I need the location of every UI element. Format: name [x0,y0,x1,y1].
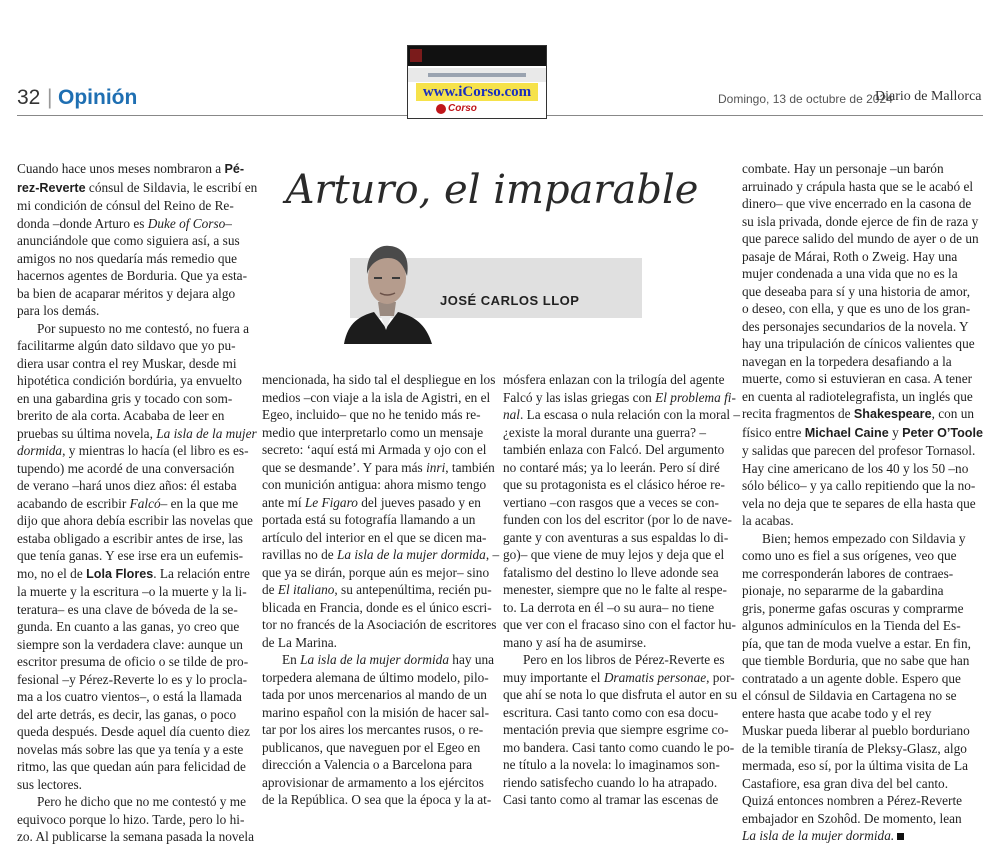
text-line: aprovisionar de armamento a los ejércitos [262,774,484,790]
text-line: siempre son la verdadera clave: aunque un [17,636,243,652]
text-line: hay una tripulación de cínicos valientes que [742,336,975,351]
text-line: mencionada, ha sido tal el despliegue en los [262,372,496,387]
italic-title: Dramatis personae [603,669,707,685]
author-name: JOSÉ CARLOS LLOP [440,293,580,308]
italic-title: El italiano [277,582,335,597]
text-line: que tenía ganas. Y ese irse era un eufemis- [17,548,244,563]
section-label: Opinión [58,86,138,109]
text-line: también enlaza con Falcó. Del argumento [503,442,725,457]
article-title: Arturo, el imparable [285,167,699,213]
text-line: dijo que ahora debía escribir las novelas que [17,513,253,528]
text-line: vertiano –con rasgos que a veces se con- [503,494,719,510]
text-line: recita fragmentos de Shakespeare, con un [742,406,975,421]
text-line: contratado a un agente doble. Espero que [742,670,961,686]
text-line: medios –con viaje a la isla de Agistri, en el [262,389,491,405]
text-line: portada está su fotografía llamando a un [262,512,476,527]
text-line: Falcó y las islas griegas con El problema fi- [503,389,736,405]
text-line: Casi tanto como al tramar las escenas de [503,792,719,807]
text-line: riendo satisfecho cuando lo ha atrapado. [503,774,718,790]
text-line: y salidas que parecen del profesor Tornasol. [742,443,976,458]
italic-title: inri [426,459,446,475]
text-line: no contaré más; ya lo leerán. Pero sí diré [503,459,720,475]
text-line: de El italiano, su antepenúltima, recién pu- [262,582,492,597]
text-line: escritor presuma de oficio o se tilde de pro- [17,654,249,669]
text-line: queda después. Desde aquel día cuento diez [17,724,250,739]
text-line: físico entre Michael Caine y Peter O’Toole [742,424,984,440]
text-line: funden con los del escritor (por lo de nave- [503,512,732,527]
italic-title: Falcó [129,495,161,511]
text-line: que deseaba para sí y una historia de amor, [742,283,971,299]
text-line: mósfera enlazan con la trilogía del agente [503,372,725,387]
text-line: pasaje de Márai, Roth o Zweig. Hay una [742,248,958,264]
text-line [742,827,983,845]
text-line: tupendo) me acordé de una conversación [17,460,235,476]
text-line: Cuando hace unos meses nombraron a Pé- [17,161,245,176]
text-line: tar por los aires los mercantes rusos, o re- [262,722,484,737]
italic-title: La isla de la mujer [156,425,257,441]
text-line: Hay cine americano de los 40 y los 50 –no [742,460,969,476]
name-highlight: Shakespeare [853,407,932,421]
italic-title: Le Figaro [304,494,358,510]
issue-date: Domingo, 13 de octubre de 2024 [718,92,893,106]
text-line: que se desmande’. Y para más inri, también [262,459,495,475]
text-line: estaba obligado a escribir antes de irse, las [17,530,243,546]
name-highlight: rez-Reverte [17,180,86,195]
article-column-4 [742,160,983,845]
text-line: brerito de ala corta. Acababa de leer en [17,408,225,423]
text-line: el cónsul de Sildavia en Cartagena no se [742,688,957,703]
text-line: menester, siempre que no le falte al respe- [503,582,727,597]
italic-title: El problema fi- [655,389,736,405]
text-line: Castafiore, esa gran diva del bel canto. [742,775,949,791]
text-line: ma a los cuatro vientos–, o está la llamada [17,689,242,704]
text-line: En La isla de la mujer dormida hay una [282,652,495,667]
text-line: mano y así ha de asumirse. [503,634,647,650]
text-line: acabando de escribir Falcó– en la que me [17,495,239,511]
name-highlight: Pé- [224,162,245,176]
italic-title: nal [503,407,520,422]
text-line: zo. Al publicarse la semana pasada la novela [17,829,255,844]
text-line: ne título a la novela: lo imaginamos son- [503,757,720,772]
text-line: ¿existe la moral durante una guerra? – [503,424,707,440]
text-line: hacernos agentes de Borduria. Que ya esta- [17,268,248,283]
text-line: Quizá entonces nombren a Pérez-Reverte [742,793,963,808]
italic-title: La isla de la mujer dormida [336,547,486,562]
text-line: de verano –hará unos diez años: él estaba [17,478,237,493]
banner-nav-strip [408,68,546,82]
header-separator: | [47,86,53,109]
text-line: torpedera alemana de último modelo, pilo- [262,669,489,685]
text-line: hipotética condición bordúria, ya envuelto [17,373,242,388]
text-line: que tiemble Borduria, que no sabe que han [742,653,970,668]
text-line: que parece salido del mundo de ayer o de un [742,231,979,246]
text-line: ba bien de acaparar méritos y dejara algo [17,285,236,301]
text-line: novelas más sobre las que ya tenía y a este [17,741,244,757]
text-line: dormida, y mientras lo hacía (el libro es es- [17,443,249,458]
text-line: mentación previa que siempre esgrime co- [503,722,729,737]
text-line: nal. La escasa o nula relación con la moral – [503,407,741,422]
text-line: tor no francés de la Asociación de escritores [262,617,497,632]
text-line: fatalismo del destino lo lleve adonde sea [503,564,719,580]
text-line: o deseo, con ella, y que es uno de los gran- [742,301,971,316]
text-line: Muskar pueda liberar al pueblo borduriano [742,723,970,738]
text-line: anunciándole que como siguiera así, a sus [17,233,240,248]
text-line: Por supuesto no me contestó, no fuera a [37,320,249,336]
end-mark-icon [897,833,904,840]
text-line: vela no deja que te separes de ella hasta que [742,495,976,511]
article-column-1 [17,160,257,846]
text-line: escritura. Casi tanto como con esa docu- [503,704,719,720]
text-line: equivoco porque lo hizo. Tarde, pero lo hi- [17,811,245,827]
text-line: mo, no el de Lola Flores. La relación entre [17,565,250,581]
text-line: que ya se dirán, porque aún es mejor– sino [262,564,490,580]
text-line: gris, ponerme gafas oscuras y comprarme [742,600,964,616]
text-line: go)– que viene de muy lejos y deja que el [503,547,725,562]
text-line: algunos adminículos en la Tienda del Es- [742,618,961,633]
article-column-2 [262,371,499,809]
text-line: la acabas. [742,513,794,528]
text-line: del arte detrás, es decir, las ganas, o poco [17,706,237,722]
text-line: to. La derrota en él –o su aura– no tiene [503,599,715,615]
text-line: como uno es fiel a sus orígenes, veo que [742,548,957,563]
name-highlight: Michael Caine [804,425,889,440]
text-line: Egeo, incluido– que no he tenido más re- [262,407,481,422]
text-line: muerte, como si estuvieran en casa. A tener [742,371,973,386]
text-line: arruinado y crápula hasta que se le acabó el [742,178,974,194]
text-line: dirección a Valencia o a Barcelona para [262,757,473,772]
author-photo [340,236,438,344]
text-line: ritmo, las que quedan aún para felicidad de [17,759,246,774]
italic-title: Duke of Corso [147,215,226,231]
text-line: mermada, eso sí, por la última visita de La [742,758,968,773]
text-line: de La Marina. [262,634,337,650]
icorso-banner[interactable] [407,45,547,119]
text-line: navegan en la torpedera desafiando a la [742,353,952,369]
text-line: ante mí Le Figaro del jueves pasado y en [262,494,481,510]
text-line: entere hasta que acabe todo y el rey [742,705,932,721]
text-line: amigos no nos quedaría más remedio que [17,250,238,266]
page-number: 32 [17,86,41,109]
text-line: pionaje, no separarme de la gabardina [742,583,944,598]
text-line: teratura– es una clave de bóveda de la se- [17,601,238,617]
italic-title: La isla de la mujer dormida. [742,828,895,843]
text-line: combate. Hay un personaje –un barón [742,161,944,176]
text-line: su isla privada, donde ejerce de fin de raza y [742,213,979,229]
text-line: ravillas no de La isla de la mujer dormida, – [262,547,500,562]
text-line: tada por unos mercenarios al mando de un [262,687,487,702]
text-line: me corresponderán labores de contraes- [742,565,954,581]
name-highlight: Lola Flores [86,566,154,581]
banner-header-image [408,46,546,66]
text-line: Pero he dicho que no me contestó y me [37,794,247,809]
text-line: pía, que tan de moda vuelve a estar. En fin, [742,635,971,651]
italic-title: La isla de la mujer dormida [300,652,449,667]
corso-logo-icon [436,104,446,114]
text-line: con munición antigua: ahora mismo tengo [262,477,487,492]
text-line: diera usar contra el rey Muskar, desde mi [17,355,237,371]
text-line: en una gabardina gris y tocado con som- [17,390,233,406]
name-highlight: Peter O’Toole [902,425,984,440]
article-column-3 [503,371,740,809]
text-line: Pero en los libros de Pérez-Reverte es [523,652,725,667]
text-line: pruebas su última novela, La isla de la mujer [17,425,257,441]
italic-title: dormida [17,443,63,458]
text-line: que ver con el fracaso sino con el factor hu- [503,617,736,632]
text-line: de la República. O sea que la época y la at- [262,792,492,807]
text-line: muy importante el Dramatis personae, por- [503,669,735,685]
text-line: mo bandera. Casi tanto como cuando le po- [503,739,735,755]
text-line: gunda. En cuanto a las ganas, yo creo que [17,619,240,634]
newspaper-name: Diario de Mallorca [875,89,982,104]
text-line: la muerte y la escritura –o la muerte y la li- [17,584,247,599]
text-line: Bien; hemos empezado con Sildavia y [762,530,966,546]
text-line: que ahí se nota lo que disfruta el autor en su [503,687,738,702]
text-line: que su protagonista es el clásico héroe re- [503,477,725,492]
text-line: para los demás. [17,303,100,318]
text-line: donda –donde Arturo es Duke of Corso– [17,215,232,231]
text-line: facilitarme algún dato sildavo que yo pu- [17,338,236,353]
text-line: mi condición de cónsul del Reino de Re- [17,198,234,213]
text-line: sus lectores. [17,776,82,792]
text-line: fesional –y Pérez-Reverte lo es y lo procla- [17,671,248,687]
text-line: publicanos, que naveguen por el Egeo en [262,739,481,755]
text-line: en cuenta al radiotelegrafista, un inglés que [742,388,973,404]
text-line: artículo del interior en el que se dicen ma- [262,529,487,545]
banner-brand: Corso [448,103,477,114]
text-line: rez-Reverte cónsul de Sildavia, le escribí en [17,179,258,195]
banner-url[interactable]: www.iCorso.com [416,83,538,101]
text-line: embajador en Szohôd. De momento, lean [742,810,962,826]
text-line: sólo bélico– y ya callo repitiendo que la no- [742,478,976,493]
text-line: secreto: ‘aquí está mi Armada y ojo con el [262,442,487,457]
text-line: dinero– que vive encerrado en la casona de [742,196,972,211]
text-line: medio que interpretarlo como un mensaje [262,424,484,440]
text-line: gante y con aventuras a sus espaldas lo di- [503,529,729,545]
text-line: des personajes secundarios de la novela. Y [742,318,969,334]
text-line: de la temible tiranía de Pleksy-Glasz, algo [742,740,967,756]
text-line: mujer condenada a una vida que no es la [742,266,958,281]
text-line: marino español con la misión de hacer sal- [262,704,490,720]
text-line: blicada en Francia, donde es el único escri- [262,599,492,615]
